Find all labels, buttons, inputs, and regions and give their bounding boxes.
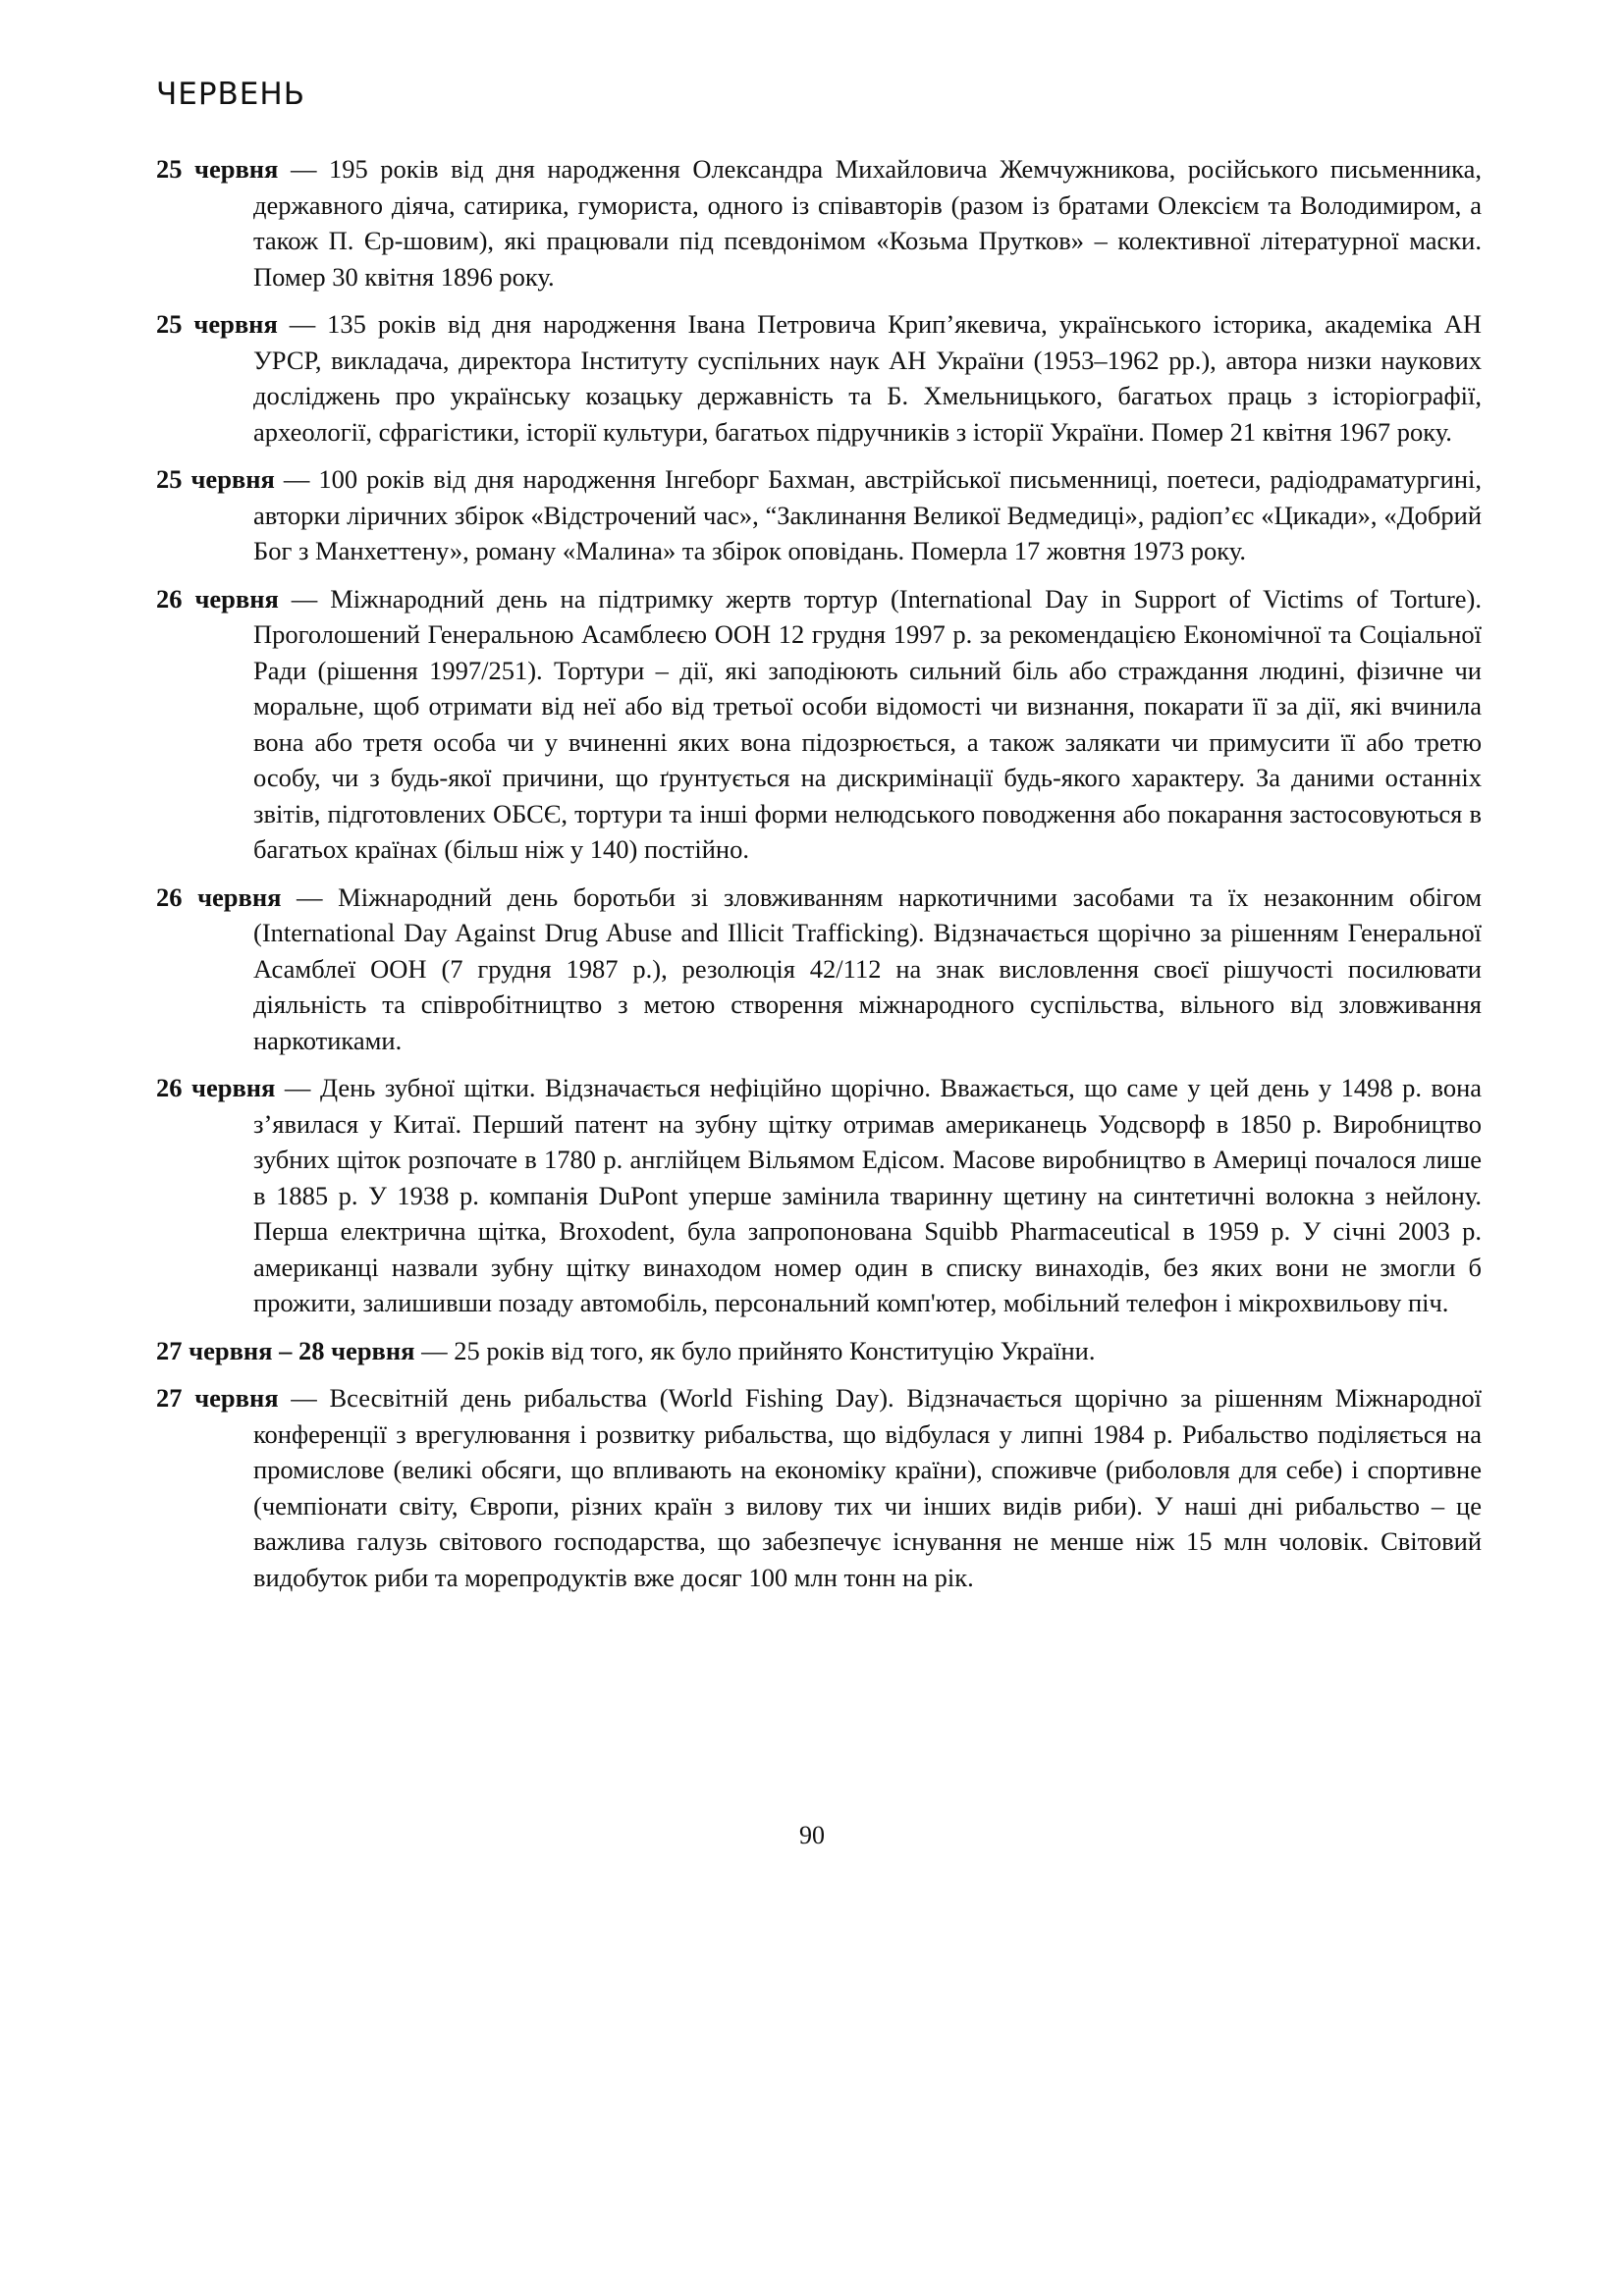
entry-text: День зубної щітки. Відзначається нефіційно щорічно. Вважається, що саме у цей день у 1498 р. вона з’явилася у Китаї. Перший патент на зубну щітку отримав американець Уодсворф в 1850 р. Виробництво зубних щіток розпочате в 1780 р. англійцем Вільямом Едісом. Масове виробництво в Америці почалося лише в 1885 р. У 1938 р. компанія DuPont уперше замінила тваринну щетину на синтетичні волокна з нейлону. Перша електрична щітка, Broxodent, була запропонована Squibb Pharmaceutical в 1959 р. У січні 2003 р. американці назвали зубну щітку винаходом номер один в списку винаходів, без яких вони не змогли б прожити, залишивши позаду автомобіль, персональний комп'ютер, мобільний телефон і мікрохвильову піч. (253, 1073, 1483, 1317)
entry-date: 27 червня – 28 червня (156, 1335, 415, 1365)
entry-text: 100 років від дня народження Інгеборг Бахман, австрійської письменниці, поетеси, радіодраматургині, авторки ліричних збірок «Відстрочений час», “Заклинання Великої Ведмедиці», радіоп’єс «Цикади», «Добрий Бог з Манхеттену», роману «Малина» та збірок оповідань. Померла 17 жовтня 1973 року. (253, 464, 1483, 565)
entry-text: 25 років від того, як було прийнято Конституцію України. (454, 1335, 1096, 1365)
calendar-entry (156, 151, 1482, 294)
entry-separator: — (291, 1383, 317, 1413)
entry-text: Всесвітній день рибальства (World Fishing Day). Відзначається щорічно за рішенням Міжнародної конференції з врегулювання і розвитку рибальства, що відбулася у липні 1984 р. Рибальство поділяється на промислове (великі обсяги, що впливають на економіку країни), споживче (риболовля для себе) і спортивне (чемпіонати світу, Європи, різних країн з вилову тих чи інших видів риби). У наші дні рибальство – це важлива галузь світового господарства, що забезпечує існування не менше ніж 15 млн чоловік. Світовий видобуток риби та морепродуктів вже досяг 100 млн тонн на рік. (253, 1383, 1482, 1592)
calendar-entry (156, 461, 1482, 569)
entry-separator: — (291, 583, 318, 614)
entry-separator: — (290, 154, 317, 184)
page-number: 90 (799, 1821, 825, 1849)
entry-separator: — (283, 464, 310, 494)
calendar-entry (156, 1333, 1482, 1369)
calendar-entry (156, 581, 1482, 868)
entry-text: 135 років від дня народження Івана Петровича Крип’якевича, українського історика, академіка АН УРСР, викладача, директора Інституту суспільних наук АН України (1953–1962 рр.), автора низки наукових досліджень про українську козацьку державність та Б. Хмельницького, багатьох праць з історіографії, археології, сфрагістики, історії культури, багатьох підручників з історії України. Помер 21 квітня 1967 року. (253, 309, 1483, 447)
calendar-entry (156, 306, 1482, 450)
calendar-entry (156, 1380, 1482, 1595)
entry-separator: — (289, 309, 316, 339)
entry-separator: — (284, 1073, 311, 1102)
entry-text: 195 років від дня народження Олександра Михайловича Жемчужникова, російського письменника, державного діяча, сатирика, гумориста, одного із співавторів (разом із братами Олексієм та Володимиром, а також П. Єр-шовим), які працювали під псевдонімом «Козьма Прутков» – колективної літературної маски. Помер 30 квітня 1896 року. (253, 154, 1483, 292)
calendar-entry (156, 880, 1482, 1059)
entry-date: 26 червня (156, 1073, 276, 1102)
entry-date: 26 червня (156, 881, 282, 912)
entry-date: 25 червня (156, 154, 279, 184)
calendar-entry (156, 1070, 1482, 1321)
calendar-entries (156, 151, 1482, 1607)
entry-text: Міжнародний день на підтримку жертв тортур (International Day in Support of Victims of Torture). Проголошений Генеральною Асамблеєю ООН 12 грудня 1997 р. за рекомендацією Економічної та Соціальної Ради (рішення 1997/251). Тортури – дії, які заподіюють сильний біль або страждання людині, фізичне чи моральне, щоб отримати від неї або від третьої особи відомості чи визнання, покарати її за дії, які вчинила вона або третя особа чи у вчиненні яких вона підозрюється, а також залякати чи примусити її або третю особу, чи з будь-якої причини, що ґрунтується на дискримінації будь-якого характеру. За даними останніх звітів, підготовлених ОБСЄ, тортури та інші форми нелюдського поводження або покарання застосовуються в багатьох країнах (більш ніж у 140) постійно. (253, 583, 1483, 864)
entry-text: Міжнародний день боротьби зі зловживанням наркотичними засобами та їх незаконним обігом (International Day Against Drug Abuse and Illicit Trafficking). Відзначається щорічно за рішенням Генеральної Асамблеї ООН (7 грудня 1987 р.), резолюція 42/112 на знак висловлення своєї рішучості посилювати діяльність та співробітництво з метою створення міжнародного суспільства, вільного від зловживання наркотиками. (253, 881, 1483, 1055)
entry-separator: — (297, 881, 323, 912)
entry-date: 25 червня (156, 309, 278, 339)
entry-date: 26 червня (156, 583, 279, 614)
entry-date: 25 червня (156, 464, 275, 494)
entry-separator: — (421, 1335, 448, 1365)
page-title: ЧЕРВЕНЬ (156, 77, 305, 112)
entry-date: 27 червня (156, 1383, 279, 1413)
